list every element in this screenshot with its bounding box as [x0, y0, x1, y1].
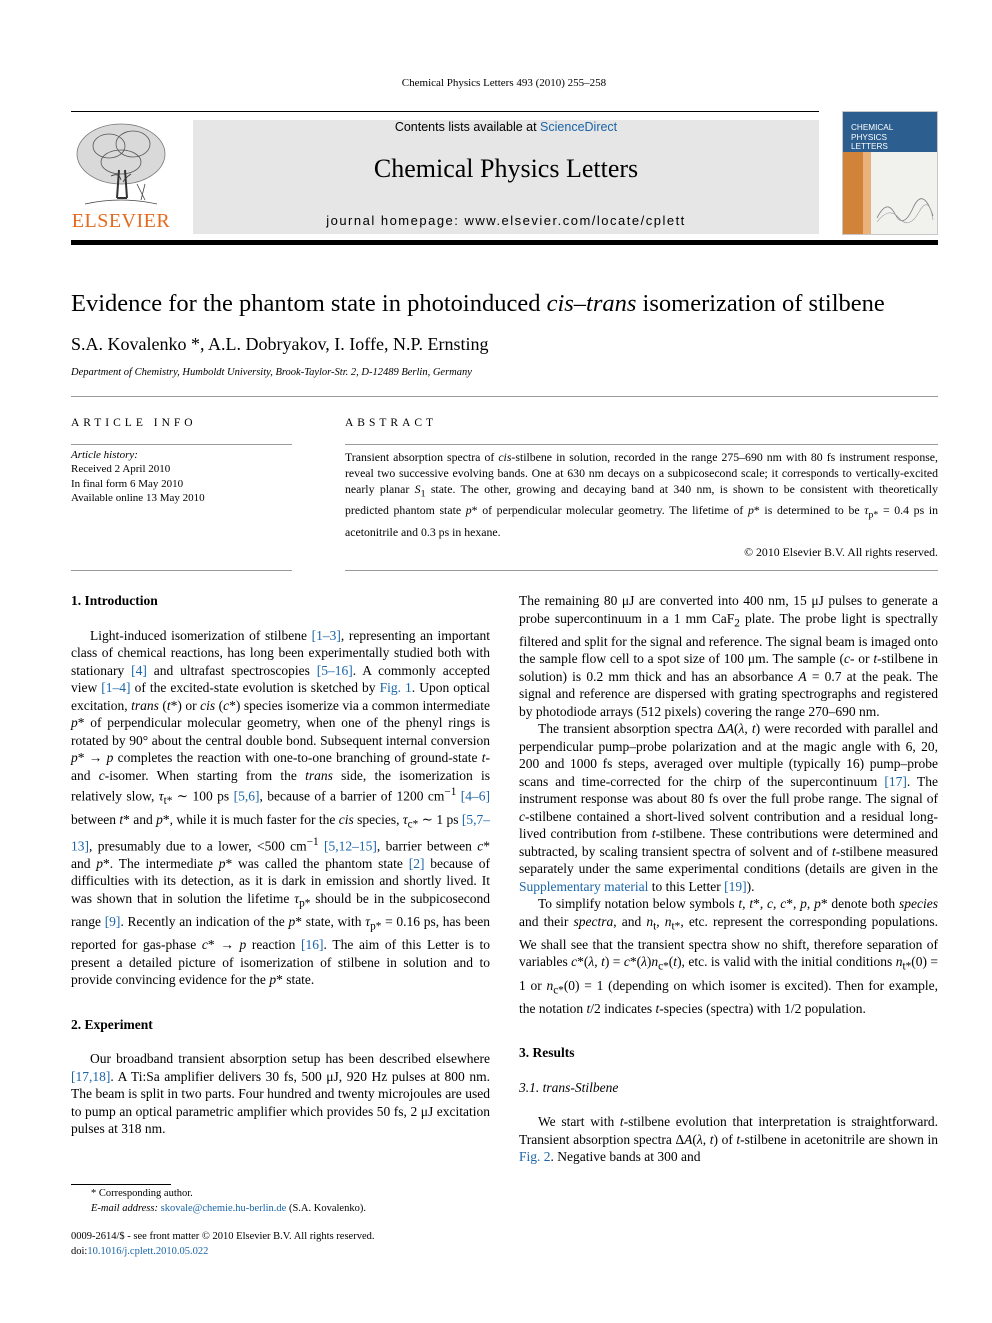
- email-tail: (S.A. Kovalenko).: [286, 1202, 366, 1214]
- section-heading: 3. Results: [519, 1045, 575, 1061]
- corresponding-author-note: * Corresponding author.: [91, 1188, 193, 1199]
- divider: [345, 444, 938, 445]
- journal-reference: Chemical Physics Letters 493 (2010) 255–258: [401, 77, 607, 89]
- section-heading: 1. Introduction: [71, 593, 158, 608]
- header-rule-top: [71, 111, 819, 112]
- header-rule-bottom: [71, 240, 938, 245]
- issn-line: 0009-2614/$ - see front matter © 2010 Elsevier B.V. All rights reserved.: [71, 1231, 375, 1242]
- contents-line: [193, 120, 819, 134]
- experiment-paragraph: The transient absorption spectra ΔA(λ, t) were recorded with parallel and perpendicular pump–probe polarization and at the magic angle with 6, 20, 200 and 1000 fs steps, averaged over multiple (typically 16) pump–probe scans and time-corrected for the chirp of the supercontinuum [17]. The instrument response was about 80 fs over the full probe range. The signal of c-stilbene contained a short-lived solvent contribution and a residual long-lived contribution from t-stilbene. These contributions were determined and subtracted, by scaling transient spectra of solvent and of t-stilbene measured separately under the same experimental conditions (details are given in the Supplementary material to this Letter [19]).: [519, 721, 939, 894]
- title-part: Evidence for the phantom state in photoinduced: [71, 290, 547, 317]
- cover-strip: [863, 152, 871, 235]
- abstract-text: Transient absorption spectra of cis-stilbene in solution, recorded in the range 275–690 nm with 80 fs instrument response, reveal two successive evolving bands. One at 630 nm decays on a subpicosecond scale; it corresponds to vertically-excited nearly planar $S_1$ state. The other, growing and decaying band at 340 nm, is shown to be consistent with theoretically predicted phantom state p* of perpendicular molecular geometry. The lifetime of p* is determined to be $\tau_{p*} = 0.4$ ps in acetonitrile and 0.3 ps in hexane.: [345, 450, 938, 539]
- divider: [71, 396, 938, 397]
- article-history: [71, 448, 205, 505]
- history-line: Received 2 April 2010: [71, 463, 171, 476]
- doi-line: [71, 1245, 374, 1260]
- elsevier-tree-logo-icon: [71, 120, 171, 212]
- article-title: [71, 290, 951, 318]
- experiment-paragraph: To simplify notation below symbols t, t*, c, c*, p, p* denote both species and their spectra, and $n_t$, $n_{t*}$, etc. represent the corresponding populations. We shall see that the transient spectra show no shift, therefore separation of variables c*(λ, $t) = c*(\lambda)n_{c*}(t)$, etc. is valid with the initial conditions $n_{t*}(0) = 1$ or $n_{c*}(0) = 1$ (depending on which isomer is excited). Then for example, the notation t/2 indicates t-species (spectra) with 1/2 population.: [519, 896, 939, 1016]
- footnote: [71, 1187, 366, 1216]
- divider: [71, 444, 292, 445]
- journal-title: Chemical Physics Letters: [373, 154, 639, 183]
- footnote-rule: [71, 1184, 171, 1185]
- subsection-heading: 3.1. trans-Stilbene: [519, 1079, 619, 1095]
- experiment-paragraph: Our broadband transient absorption setup has been described elsewhere [17,18]. A Ti:Sa amplifier delivers 30 fs, 500 μJ, 920 Hz pulses at 800 nm. The beam is split in two parts. Four hundred and twenty microjoules are used to pump an optical parametric amplifier which provides 50 fs, 2 μJ excitation pulses at 318 nm.: [71, 1051, 490, 1137]
- cover-title-line: CHEMICAL: [851, 123, 894, 132]
- experiment-paragraph: The remaining 80 μJ are converted into 400 nm, 15 μJ pulses to generate a probe supercontinuum in a 1 mm CaF$_2$ plate. The probe light is spectrally filtered and split for the signal and reference. The signal beam is imaged onto the sample flow cell to a spot size of 100 μm. The sample (c- or t-stilbene in solution) is 0.2 mm thick and has an absorbance A = 0.7 at the peak. The signal and reference are dispersed with grating spectrographs and registered by photodiode arrays (512 pixels) covering the range 270–690 nm.: [519, 593, 939, 719]
- title-part: cis–trans: [546, 290, 637, 317]
- contents-prefix: Contents lists available at: [394, 120, 541, 134]
- doi-label: doi:: [71, 1245, 88, 1257]
- results-paragraph: We start with t-stilbene evolution that interpretation is straightforward. Transient absorption spectra ΔA(λ, t) of t-stilbene in acetonitrile are shown in Fig. 2. Negative bands at 300 and: [519, 1114, 939, 1165]
- title-part: isomerization of stilbene: [636, 290, 885, 317]
- author-list: S.A. Kovalenko *, A.L. Dobryakov, I. Ioffe, N.P. Ernsting: [71, 334, 489, 354]
- cover-strip: [843, 152, 863, 235]
- divider: [71, 570, 292, 571]
- cover-title-line: PHYSICS: [851, 132, 887, 142]
- cover-title-line: LETTERS: [851, 142, 888, 152]
- cover-title: [851, 123, 893, 152]
- abstract-label: ABSTRACT: [345, 417, 438, 429]
- right-column: [519, 592, 938, 1166]
- email-label: E-mail address:: [91, 1202, 161, 1214]
- bottom-info: [71, 1230, 374, 1259]
- article-info-label: ARTICLE INFO: [71, 417, 197, 429]
- divider: [345, 570, 938, 571]
- sciencedirect-link[interactable]: ScienceDirect: [540, 120, 618, 134]
- journal-homepage[interactable]: journal homepage: www.elsevier.com/locate/cplett: [326, 213, 686, 228]
- email-link[interactable]: skovale@chemie.hu-berlin.de: [160, 1202, 287, 1214]
- doi-link[interactable]: 10.1016/j.cplett.2010.05.022: [87, 1245, 209, 1257]
- cover-plot-icon: [875, 188, 935, 228]
- history-line: Available online 13 May 2010: [71, 491, 205, 504]
- copyright-line: © 2010 Elsevier B.V. All rights reserved.: [744, 545, 938, 559]
- section-heading: 2. Experiment: [71, 1016, 153, 1032]
- history-heading: Article history:: [71, 449, 138, 461]
- elsevier-logo-text: ELSEVIER: [71, 210, 171, 232]
- email-line: [71, 1202, 366, 1217]
- left-column: [71, 592, 490, 1138]
- intro-paragraph: Light-induced isomerization of stilbene [1–3], representing an important class of chemical reactions, has long been experimentally studied both with stationary [4] and ultrafast spectroscopies [5–16]. A commonly accepted view [1–4] of the excited-state evolution is sketched by Fig. 1. Upon optical excitation, trans (t*) or cis (c*) species isomerize via a common intermediate p* of perpendicular molecular geometry, when one of the phenyl rings is rotated by 90° about the central double bond. Subsequent internal conversion p* → p completes the reaction with one-to-one branching of ground-state t- and c-isomer. When starting from the trans side, the isomerization is relatively slow, $\tau_{t*}$ ∼ 100 ps [5,6], because of a barrier of 1200 $cm^{-1}$ [4–6] between t* and p*, while it is much faster for the cis species, $\tau_{c*}$ ∼ 1 ps [5,7–13], presumably due to a lower, <500 $cm^{-1}$ [5,12–15], barrier between c* and p*. The intermediate p* was called the phantom state [2] because of difficulties with its detection, as it is dark in emission and shortly lived. It was shown that in solution the lifetime $\tau_{p*}$ should be in the subpicosecond range [9]. Recently an indication of the p* state, with $\tau_{p*} = 0.16$ ps, has been reported for gas-phase c* → p reaction [16]. The aim of this Letter is to present a detailed picture of isomerization of stilbene in solution and to provide convincing evidence for the p* state.: [71, 627, 491, 988]
- journal-cover-image: [842, 111, 938, 235]
- history-line: In final form 6 May 2010: [71, 477, 184, 490]
- affiliation: Department of Chemistry, Humboldt University, Brook-Taylor-Str. 2, D-12489 Berlin, Germany: [71, 367, 472, 378]
